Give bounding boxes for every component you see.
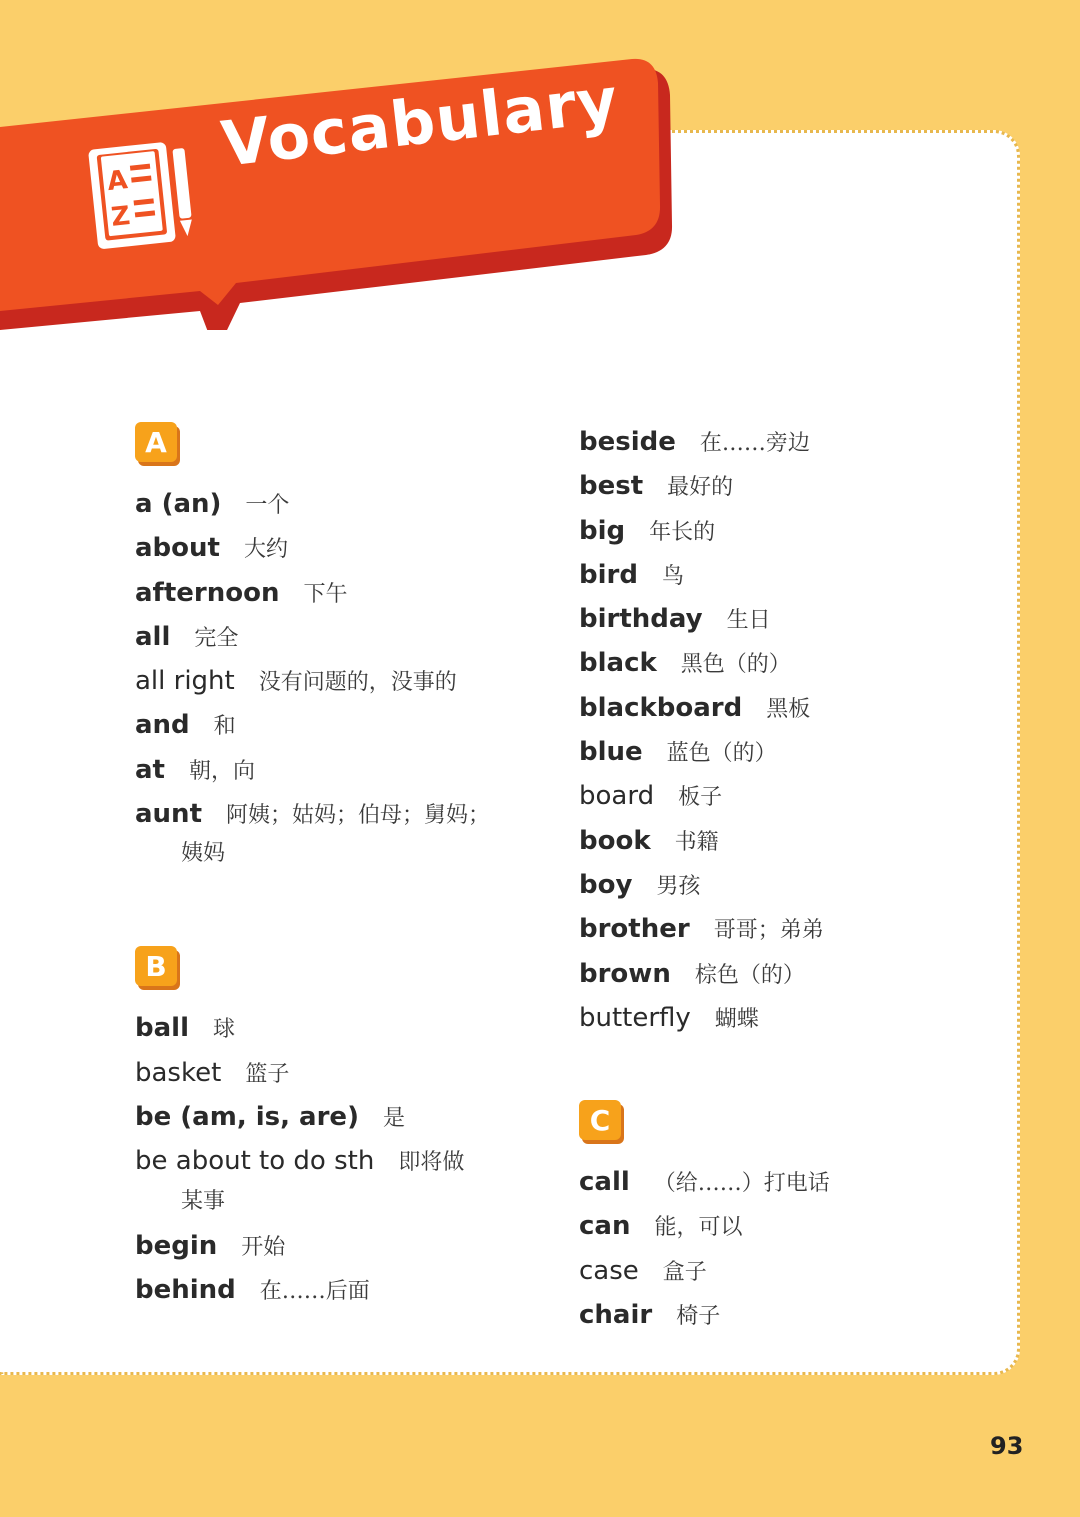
vocab-translation: 大约 [243, 537, 288, 563]
vocab-translation: 一个 [245, 493, 290, 518]
vocab-word: birthday [579, 604, 703, 635]
vocab-word: board [579, 781, 655, 812]
vocab-word: butterfly [579, 1002, 691, 1033]
vocab-word: bird [579, 559, 638, 590]
column-right [579, 420, 1009, 1337]
vocab-translation: 黑色（的） [680, 652, 791, 678]
vocab-entry [135, 1139, 565, 1183]
vocab-translation: 板子 [678, 785, 723, 811]
vocab-word: best [579, 471, 644, 502]
vocab-word: case [579, 1255, 639, 1286]
vocab-word: boy [579, 869, 633, 900]
badge-spacer [135, 986, 565, 1006]
vocab-entry [135, 1268, 565, 1312]
vocab-entry [135, 526, 565, 570]
vocab-translation: 鸟 [661, 563, 684, 589]
vocab-translation: 阿姨；姑妈；伯母；舅妈； [226, 803, 491, 829]
vocab-translation: 开始 [241, 1234, 286, 1260]
svg-text:A: A [105, 165, 130, 198]
vocab-translation: 书籍 [674, 829, 719, 855]
vocab-translation: 在……旁边 [699, 431, 810, 456]
vocab-entry [579, 464, 1009, 508]
vocab-translation: 蝴蝶 [714, 1006, 759, 1032]
vocab-word: chair [579, 1300, 653, 1331]
vocab-translation: 和 [213, 714, 236, 740]
vocab-translation: 篮子 [245, 1061, 290, 1087]
vocab-translation: （给……）打电话 [653, 1171, 830, 1197]
vocab-word: about [135, 533, 220, 564]
vocab-word: begin [135, 1230, 218, 1261]
vocab-entry [135, 1006, 565, 1050]
column-left [135, 422, 565, 1312]
vocab-entry [579, 907, 1009, 951]
vocab-entry [579, 774, 1009, 818]
vocab-entry [579, 420, 1009, 464]
vocab-entry [135, 482, 565, 526]
vocab-entry [135, 659, 565, 703]
vocab-word: at [135, 754, 165, 785]
vocab-translation: 椅子 [676, 1304, 721, 1330]
vocab-translation: 蓝色（的） [666, 741, 777, 767]
vocab-word: book [579, 825, 651, 856]
vocab-translation: 盒子 [662, 1259, 707, 1285]
vocab-translation: 生日 [726, 608, 771, 634]
vocab-translation: 黑板 [766, 696, 811, 722]
vocab-entry [579, 509, 1009, 553]
vocab-translation: 没有问题的，没事的 [258, 670, 457, 696]
vocab-translation: 在……后面 [259, 1278, 370, 1304]
vocab-word: blackboard [579, 692, 743, 723]
vocab-translation: 哥哥；弟弟 [713, 918, 824, 944]
vocab-entry [579, 996, 1009, 1040]
vocab-word: ball [135, 1013, 189, 1044]
vocab-entry [579, 553, 1009, 597]
section-spacer [579, 1040, 1009, 1100]
vocab-translation: 棕色（的） [694, 962, 805, 988]
vocab-entry [135, 615, 565, 659]
vocab-translation: 球 [212, 1017, 235, 1043]
vocab-word: all right [135, 666, 235, 697]
section-spacer [135, 876, 565, 946]
vocab-entry [135, 1095, 565, 1139]
vocab-translation: 最好的 [667, 475, 734, 501]
vocab-entry [135, 703, 565, 747]
vocab-translation: 下午 [303, 581, 348, 607]
page-title: Vocabulary [217, 63, 622, 181]
vocab-entry [579, 863, 1009, 907]
vocab-entry [579, 819, 1009, 863]
vocab-entry [135, 792, 565, 836]
vocab-word: be about to do sth [135, 1146, 375, 1177]
vocab-entry [135, 1051, 565, 1095]
svg-text:Z: Z [109, 201, 132, 233]
vocab-entry [135, 748, 565, 792]
vocab-entry [579, 641, 1009, 685]
vocab-translation: 男孩 [656, 873, 701, 899]
vocab-word: aunt [135, 799, 202, 830]
vocab-translation: 能，可以 [654, 1215, 743, 1241]
vocab-translation: 即将做 [398, 1150, 465, 1176]
vocab-word: a (an) [135, 489, 222, 519]
section-letter-badge: B [135, 946, 177, 986]
vocab-entry [579, 686, 1009, 730]
vocab-word: can [579, 1211, 631, 1242]
vocab-translation-continued: 姨妈 [181, 841, 226, 867]
vocab-translation-continued: 某事 [181, 1188, 226, 1214]
vocab-entry [579, 597, 1009, 641]
vocab-word: big [579, 515, 626, 546]
vocab-word: blue [579, 737, 643, 768]
vocab-word: afternoon [135, 577, 280, 608]
section-letter-badge: A [135, 422, 177, 462]
vocab-word: basket [135, 1057, 222, 1088]
vocab-word: all [135, 621, 171, 652]
vocab-translation: 完全 [194, 625, 239, 651]
vocab-translation: 年长的 [649, 519, 716, 545]
vocab-word: beside [579, 427, 676, 457]
vocab-translation: 朝，向 [188, 758, 255, 784]
vocab-translation: 是 [382, 1105, 405, 1131]
vocab-entry [579, 1249, 1009, 1293]
vocab-entry [579, 1160, 1009, 1204]
vocab-entry [135, 571, 565, 615]
vocab-entry [135, 1224, 565, 1268]
vocab-word: brown [579, 958, 671, 989]
vocab-word: and [135, 710, 190, 741]
vocab-entry [579, 730, 1009, 774]
vocab-entry [579, 1293, 1009, 1337]
vocab-word: black [579, 648, 657, 679]
vocab-word: brother [579, 914, 690, 945]
vocab-word: behind [135, 1274, 236, 1305]
vocab-entry [579, 1204, 1009, 1248]
badge-spacer [579, 1140, 1009, 1160]
badge-spacer [135, 462, 565, 482]
section-letter-badge: C [579, 1100, 621, 1140]
vocab-word: be (am, is, are) [135, 1101, 359, 1132]
vocab-entry [579, 952, 1009, 996]
page-number: 93 [990, 1432, 1024, 1460]
vocab-word: call [579, 1167, 630, 1198]
